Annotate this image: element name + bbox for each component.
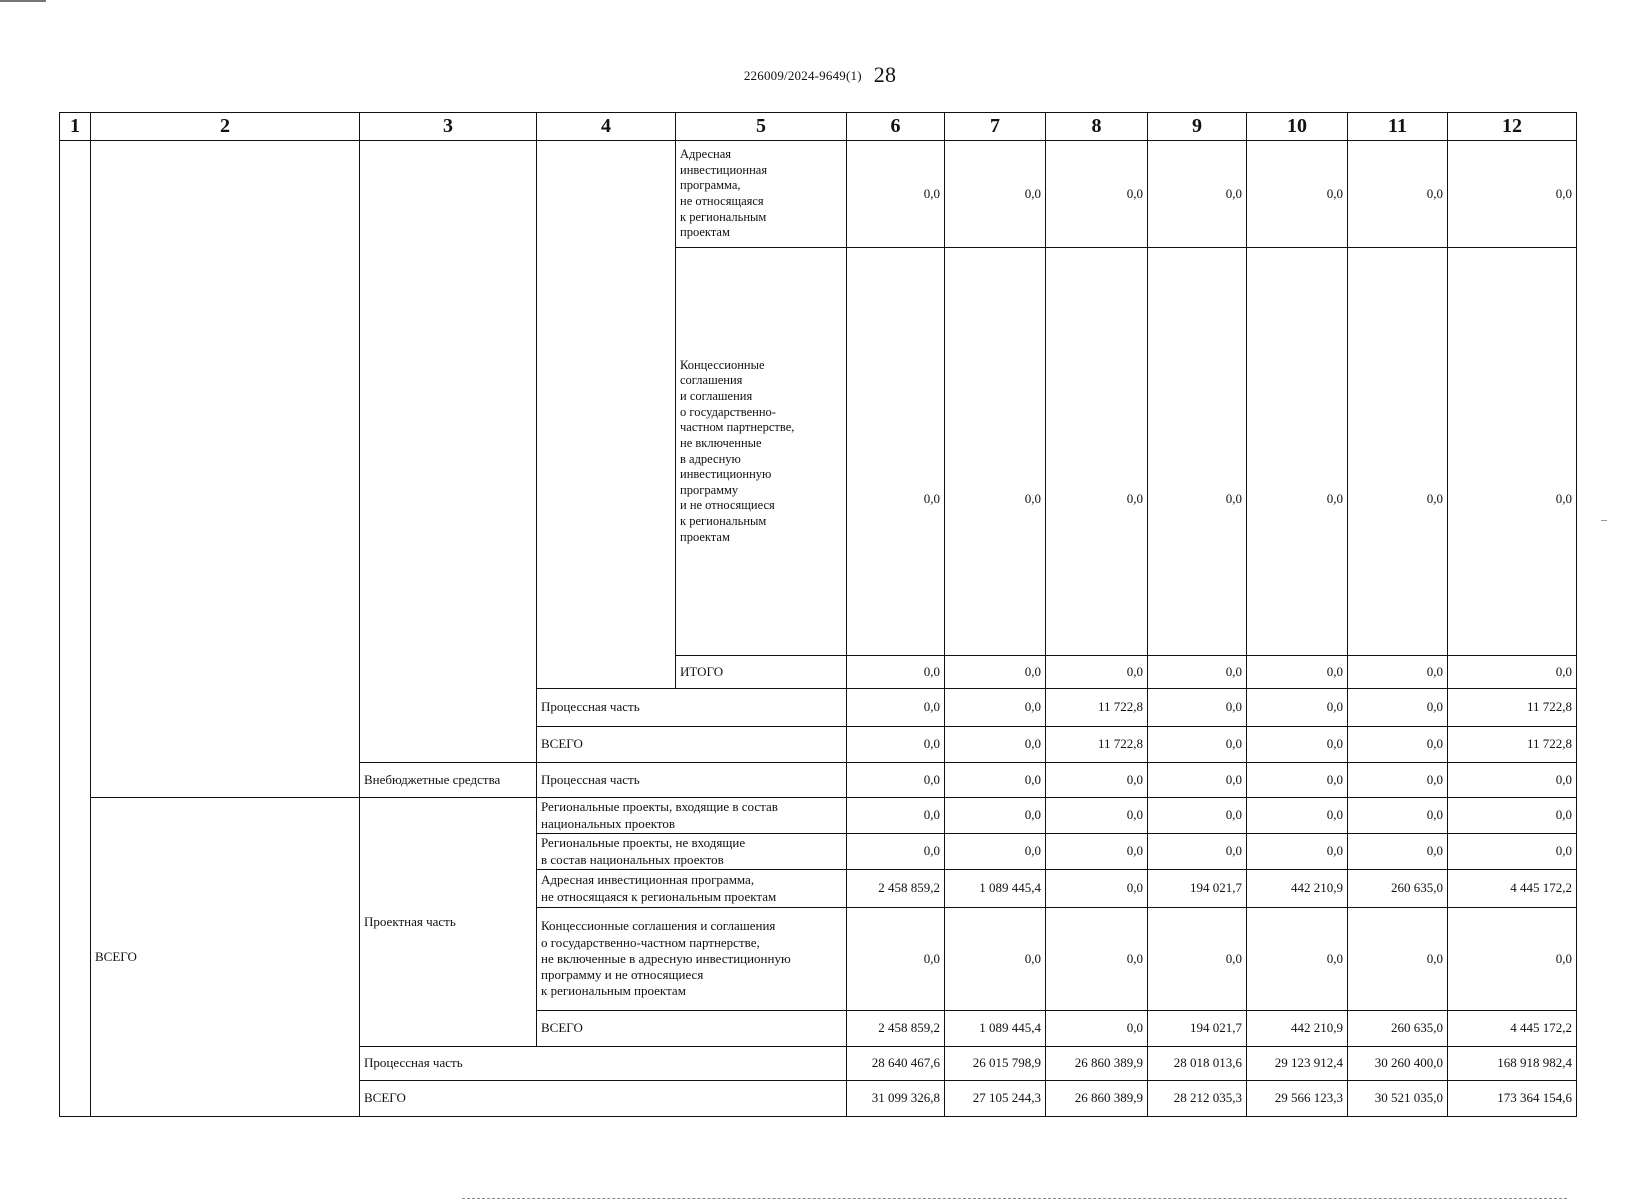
value-cell: 0,0: [1247, 248, 1348, 656]
grand-total-label: ВСЕГО: [91, 798, 360, 1117]
row-label: [537, 908, 847, 1011]
value-cell: 0,0: [1148, 763, 1247, 798]
value-cell: 0,0: [1448, 763, 1577, 798]
value-cell: 11 722,8: [1046, 689, 1148, 727]
row-label: ВСЕГО: [537, 1011, 847, 1047]
column-3-cell: [360, 141, 537, 763]
value-cell: 0,0: [1247, 141, 1348, 248]
label-line: соглашения: [680, 373, 743, 388]
label-line: в состав национальных проектов: [541, 851, 724, 867]
label-line: не включенные в адресную инвестиционную: [541, 950, 791, 966]
value-cell: 0,0: [1448, 908, 1577, 1011]
column-number: 1: [60, 113, 91, 141]
value-cell: 0,0: [945, 689, 1046, 727]
value-cell: 0,0: [1247, 727, 1348, 763]
label-line: программу и не относящиеся: [541, 967, 704, 983]
label-line: программа,: [680, 178, 741, 193]
row-label: Процессная часть: [360, 1047, 847, 1081]
value-cell: 28 018 013,6: [1148, 1047, 1247, 1081]
scan-speck: [1601, 520, 1607, 521]
value-cell: 0,0: [1448, 798, 1577, 834]
value-cell: 4 445 172,2: [1448, 870, 1577, 908]
label-line: к региональным: [680, 209, 767, 224]
value-cell: 0,0: [847, 763, 945, 798]
value-cell: 194 021,7: [1148, 1011, 1247, 1047]
value-cell: 0,0: [1247, 689, 1348, 727]
value-cell: 0,0: [1348, 727, 1448, 763]
value-cell: 0,0: [1046, 908, 1148, 1011]
value-cell: 0,0: [1148, 141, 1247, 248]
column-number: 5: [676, 113, 847, 141]
label-line: проектам: [680, 529, 730, 544]
value-cell: 30 521 035,0: [1348, 1081, 1448, 1117]
value-cell: 26 860 389,9: [1046, 1081, 1148, 1117]
value-cell: 0,0: [1348, 798, 1448, 834]
value-cell: 0,0: [1247, 834, 1348, 870]
row-label: Процессная часть: [537, 763, 847, 798]
value-cell: 0,0: [1247, 798, 1348, 834]
row-label: ВСЕГО: [537, 727, 847, 763]
value-cell: 0,0: [1448, 141, 1577, 248]
value-cell: 1 089 445,4: [945, 870, 1046, 908]
label-line: частном партнерстве,: [680, 420, 795, 435]
column-number-row: [60, 113, 1577, 141]
value-cell: 0,0: [1247, 763, 1348, 798]
label-line: Региональные проекты, входящие в состав: [541, 799, 778, 815]
row-label: [537, 834, 847, 870]
label-line: о государственно-: [680, 404, 776, 419]
value-cell: 194 021,7: [1148, 870, 1247, 908]
value-cell: 0,0: [847, 727, 945, 763]
value-cell: 260 635,0: [1348, 870, 1448, 908]
row-label: [676, 141, 847, 248]
value-cell: 26 015 798,9: [945, 1047, 1046, 1081]
value-cell: 0,0: [1046, 798, 1148, 834]
value-cell: 0,0: [1448, 656, 1577, 689]
value-cell: 0,0: [1348, 763, 1448, 798]
value-cell: 0,0: [1148, 834, 1247, 870]
table-row-regional-national: [60, 798, 1577, 834]
row-label: ИТОГО: [676, 656, 847, 689]
label-line: Концессионные: [680, 357, 765, 372]
value-cell: 0,0: [1046, 656, 1148, 689]
value-cell: 2 458 859,2: [847, 1011, 945, 1047]
value-cell: 0,0: [945, 248, 1046, 656]
label-line: инвестиционная: [680, 162, 768, 177]
value-cell: 168 918 982,4: [1448, 1047, 1577, 1081]
page-header: [0, 62, 1640, 88]
value-cell: 0,0: [945, 763, 1046, 798]
column-number: 7: [945, 113, 1046, 141]
value-cell: 0,0: [1046, 834, 1148, 870]
column-number: 9: [1148, 113, 1247, 141]
value-cell: 0,0: [847, 908, 945, 1011]
label-line: Адресная инвестиционная программа,: [541, 872, 755, 888]
value-cell: 442 210,9: [1247, 870, 1348, 908]
column-2-cell: [91, 141, 360, 798]
column-number: 8: [1046, 113, 1148, 141]
value-cell: 0,0: [945, 727, 1046, 763]
label-line: к региональным проектам: [541, 983, 686, 999]
column-number: 3: [360, 113, 537, 141]
value-cell: 28 640 467,6: [847, 1047, 945, 1081]
value-cell: 0,0: [1448, 834, 1577, 870]
column-number: 10: [1247, 113, 1348, 141]
value-cell: 0,0: [1348, 141, 1448, 248]
column-number: 12: [1448, 113, 1577, 141]
value-cell: 0,0: [847, 689, 945, 727]
label-line: Адресная: [680, 147, 732, 162]
row-label: [537, 870, 847, 908]
page-number: 28: [873, 62, 897, 87]
value-cell: 0,0: [1046, 763, 1148, 798]
value-cell: 0,0: [945, 834, 1046, 870]
table-row-aip: [60, 141, 1577, 248]
value-cell: 0,0: [847, 141, 945, 248]
label-line: не относящаяся к региональным проектам: [541, 888, 777, 904]
column-number: 4: [537, 113, 676, 141]
label-line: программу: [680, 482, 739, 497]
value-cell: 0,0: [1348, 834, 1448, 870]
value-cell: 31 099 326,8: [847, 1081, 945, 1117]
column-4-cell: [537, 141, 676, 689]
value-cell: 0,0: [1148, 798, 1247, 834]
value-cell: 0,0: [1348, 908, 1448, 1011]
label-line: Региональные проекты, не входящие: [541, 835, 746, 851]
label-line: к региональным: [680, 514, 767, 528]
value-cell: 29 566 123,3: [1247, 1081, 1348, 1117]
value-cell: 28 212 035,3: [1148, 1081, 1247, 1117]
value-cell: 11 722,8: [1046, 727, 1148, 763]
value-cell: 0,0: [945, 656, 1046, 689]
value-cell: 0,0: [1148, 727, 1247, 763]
value-cell: 0,0: [1046, 248, 1148, 656]
value-cell: 4 445 172,2: [1448, 1011, 1577, 1047]
value-cell: 27 105 244,3: [945, 1081, 1046, 1117]
value-cell: 0,0: [945, 908, 1046, 1011]
value-cell: 30 260 400,0: [1348, 1047, 1448, 1081]
value-cell: 0,0: [945, 141, 1046, 248]
value-cell: 0,0: [1046, 141, 1148, 248]
value-cell: 0,0: [847, 656, 945, 689]
value-cell: 26 860 389,9: [1046, 1047, 1148, 1081]
value-cell: 260 635,0: [1348, 1011, 1448, 1047]
value-cell: 0,0: [847, 248, 945, 656]
column-number: 6: [847, 113, 945, 141]
project-part-label: Проектная часть: [360, 798, 537, 1047]
value-cell: 442 210,9: [1247, 1011, 1348, 1047]
label-line: проектам: [680, 225, 730, 240]
column-1-cell: [60, 141, 91, 1117]
value-cell: 0,0: [847, 834, 945, 870]
row-label: [676, 248, 847, 656]
value-cell: 0,0: [1247, 908, 1348, 1011]
value-cell: 0,0: [1148, 656, 1247, 689]
value-cell: 0,0: [847, 798, 945, 834]
label-line: инвестиционную: [680, 467, 772, 482]
column-number: 2: [91, 113, 360, 141]
value-cell: 1 089 445,4: [945, 1011, 1046, 1047]
column-number: 11: [1348, 113, 1448, 141]
value-cell: 0,0: [1148, 908, 1247, 1011]
scan-edge-mark: [0, 0, 46, 2]
row-label: [537, 798, 847, 834]
label-line: в адресную: [680, 451, 741, 466]
document-number: 226009/2024-9649(1): [743, 68, 862, 83]
value-cell: 0,0: [1348, 248, 1448, 656]
value-cell: 11 722,8: [1448, 689, 1577, 727]
value-cell: 0,0: [1046, 870, 1148, 908]
value-cell: 11 722,8: [1448, 727, 1577, 763]
funding-source-label: Внебюджетные средства: [360, 763, 537, 798]
budget-table: [59, 112, 1577, 1117]
label-line: о государственно-частном партнерстве,: [541, 934, 760, 950]
value-cell: 173 364 154,6: [1448, 1081, 1577, 1117]
value-cell: 0,0: [1348, 689, 1448, 727]
label-line: не включенные: [680, 435, 762, 450]
row-label: Процессная часть: [537, 689, 847, 727]
label-line: Концессионные соглашения и соглашения: [541, 918, 776, 934]
label-line: и не относящиеся: [680, 498, 775, 513]
label-line: национальных проектов: [541, 815, 676, 831]
value-cell: 0,0: [1046, 1011, 1148, 1047]
value-cell: 0,0: [1148, 689, 1247, 727]
value-cell: 29 123 912,4: [1247, 1047, 1348, 1081]
value-cell: 0,0: [1148, 248, 1247, 656]
label-line: и соглашения: [680, 389, 753, 403]
value-cell: 0,0: [1247, 656, 1348, 689]
value-cell: 0,0: [1348, 656, 1448, 689]
value-cell: 0,0: [945, 798, 1046, 834]
value-cell: 0,0: [1448, 248, 1577, 656]
row-label: ВСЕГО: [360, 1081, 847, 1117]
label-line: не относящаяся: [680, 194, 764, 208]
value-cell: 2 458 859,2: [847, 870, 945, 908]
